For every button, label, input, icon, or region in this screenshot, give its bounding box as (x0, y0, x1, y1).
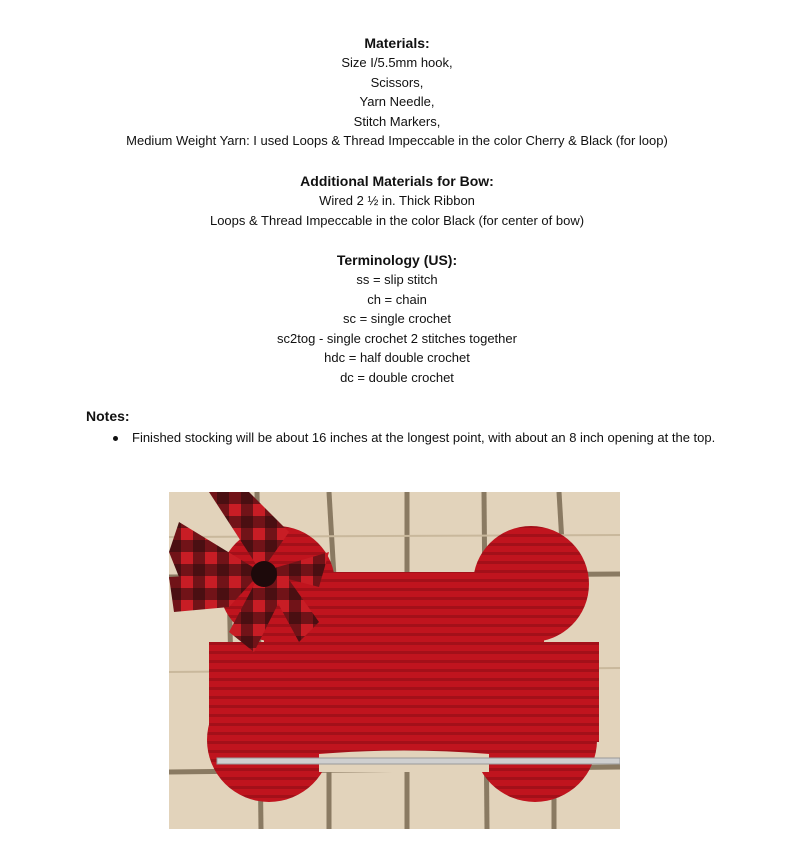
terminology-section (0, 250, 794, 388)
tape-measure (217, 758, 620, 764)
bullet-icon (113, 436, 118, 441)
terminology-item: hdc = half double crochet (324, 350, 470, 366)
notes-section (86, 406, 726, 448)
terminology-heading: Terminology (US): (336, 252, 458, 268)
materials-section (0, 33, 794, 151)
materials-item: Size I/5.5mm hook, (341, 55, 453, 70)
bow-materials-heading: Additional Materials for Bow: (300, 173, 494, 189)
materials-item: Scissors, (370, 74, 424, 90)
materials-heading: Materials: (364, 35, 430, 51)
materials-item: Medium Weight Yarn: I used Loops & Thread Impeccable in the color Cherry & Black (for loop) (126, 133, 668, 149)
materials-item: Yarn Needle, (359, 94, 435, 110)
bow-materials-item: Wired 2 ½ in. Thick Ribbon (319, 193, 475, 208)
photo-illustration (169, 492, 620, 829)
bow-materials-section (0, 171, 794, 230)
terminology-item: dc = double crochet (340, 369, 454, 385)
bow-center (251, 561, 277, 587)
notes-bullet-text: Finished stocking will be about 16 inches at the longest point, with about an 8 inch opening at the top. (132, 430, 716, 445)
notes-heading: Notes: (86, 408, 130, 424)
notes-bullet (86, 428, 726, 448)
crochet-bone-photo (169, 492, 620, 829)
terminology-item: sc2tog - single crochet 2 stitches together (277, 330, 517, 346)
terminology-item: sc = single crochet (342, 311, 452, 327)
bow-materials-item: Loops & Thread Impeccable in the color Black (for center of bow) (209, 212, 585, 228)
terminology-item: ch = chain (367, 291, 427, 307)
materials-item: Stitch Markers, (353, 113, 441, 129)
terminology-item: ss = slip stitch (356, 272, 438, 287)
